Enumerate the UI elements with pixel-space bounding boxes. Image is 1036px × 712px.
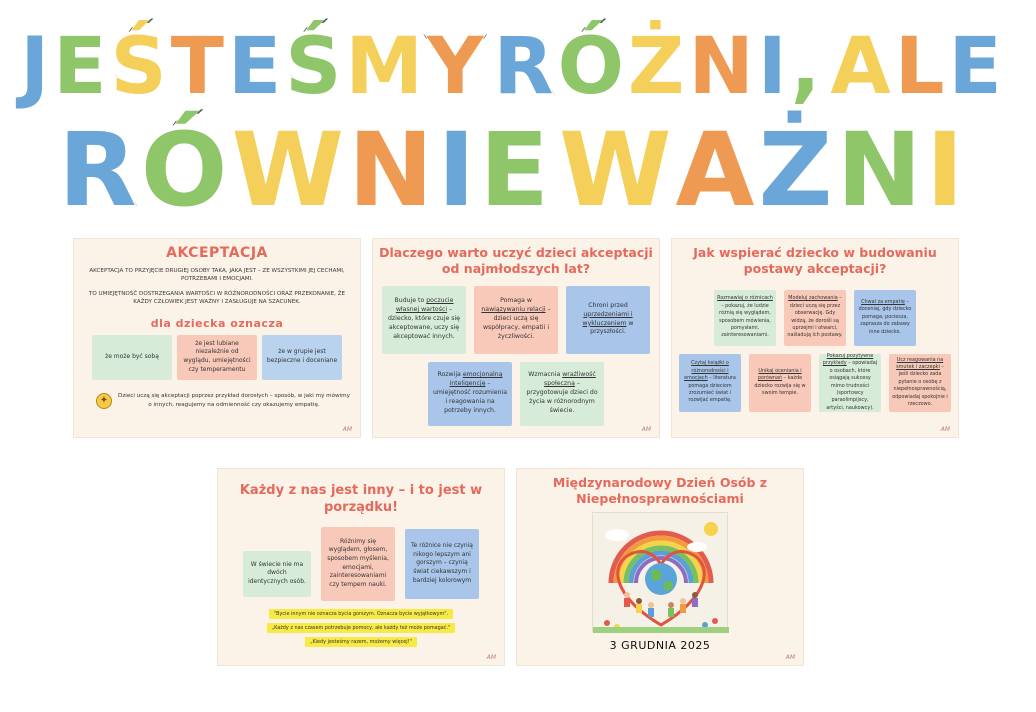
banner-letter: Ś	[110, 22, 165, 112]
diversity-box: Różnimy się wyglądem, głosem, sposobem myślenia, emocjami, zainteresowaniami czy tempem nauki.	[321, 527, 395, 601]
banner-title	[20, 22, 1000, 230]
tip-box: Czytaj książki o różnorodności i emocjach – literatura pomaga dzieciom zrozumieć świat i rozwijać empatię.	[679, 354, 741, 412]
banner-letter: E	[948, 22, 1000, 112]
meaning-box: że może być sobą	[92, 335, 172, 380]
meaning-box: że jest lubiane niezależnie od wyglądu, umiejętności czy temperamentu	[177, 335, 257, 380]
slide-akceptacja	[73, 238, 361, 438]
illustration-svg	[593, 513, 729, 633]
diversity-box: W świecie nie ma dwóch identycznych osób.	[243, 551, 311, 597]
diversity-boxes	[218, 527, 504, 601]
banner-letter: E	[53, 22, 105, 112]
slide-title: AKCEPTACJA	[166, 245, 268, 261]
author-signature: AM	[342, 426, 352, 433]
banner-letter: Ż	[758, 111, 831, 230]
banner-letter: ,	[790, 22, 819, 112]
tip-text: Dzieci uczą się akceptacji poprzez przykład dorosłych – sposób, w jaki my mówimy o innych, reagujemy na odmienność czy okazujemy empatię.	[118, 392, 350, 408]
reason-box: Buduje to poczucie własnej wartości – dziecko, które czuje się akceptowane, uczy się akceptować innych.	[382, 286, 466, 354]
author-signature: AM	[641, 426, 651, 433]
slide-dlaczego-warto	[372, 238, 660, 438]
banner-letter: E	[227, 22, 280, 112]
banner-letter: Ż	[627, 22, 683, 112]
author-signature: AM	[940, 426, 950, 433]
banner-letter: J	[20, 22, 48, 112]
banner-letter: A	[830, 22, 889, 112]
slide-kazdy-inny	[217, 468, 505, 666]
quote: „Kiedy jesteśmy razem, możemy więcej!"	[305, 637, 417, 647]
slide-subtitle: dla dziecka oznacza	[150, 316, 284, 330]
tip-box: Pokazuj pozytywne przykłady – opowiadaj o osobach, które osiągają sukcesy mimo trudności (sportowcy paraolimpijscy, artyści, naukowcy).	[819, 354, 881, 412]
definition-text-2: TO UMIEJĘTNOŚĆ DOSTRZEGANIA WARTOŚCI W RÓŻNORODNOŚCI ORAZ PRZEKONANIE, ŻE KAŻDY CZŁOWIEK JEST WAŻNY I ZASŁUGUJE NA SZACUNEK.	[88, 290, 346, 306]
meaning-boxes	[74, 335, 360, 380]
banner-letter: I	[437, 111, 474, 230]
banner-letter: Ó	[557, 22, 622, 112]
banner-letter: R	[493, 22, 552, 112]
children-globe-illustration	[592, 512, 728, 632]
quote: "Bycie innym nie oznacza bycia gorszym. Oznacza bycie wyjątkowym".	[269, 609, 453, 619]
banner-letter: L	[894, 22, 943, 112]
banner-letter: Y	[427, 22, 482, 112]
banner-letter: A	[675, 111, 753, 230]
reason-box: Rozwija emocjonalną inteligencję – umiejętność rozumienia i reagowania na potrzeby innych.	[428, 362, 512, 426]
tip-box: Unikaj oceniania i porównań – każde dziecko rozwija się w swoim tempie.	[749, 354, 811, 412]
banner-letter: W	[559, 111, 670, 230]
slide-title: Dlaczego warto uczyć dzieci akceptacji od najmłodszych lat?	[379, 245, 653, 277]
meaning-box: że w grupie jest bezpieczne i doceniane	[262, 335, 342, 380]
event-date: 3 GRUDNIA 2025	[609, 638, 711, 652]
diversity-box: Te różnice nie czynią nikogo lepszym ani gorszym – czynią świat ciekawszym i bardziej kolorowym	[405, 529, 479, 599]
author-signature: AM	[785, 654, 795, 661]
tip-box: Chwal za empatię – doceniaj, gdy dziecko pomaga, pociesza, zaprasza do zabawy inne dziecko.	[854, 290, 916, 346]
reason-box: Wzmacnia wrażliwość społeczną – przygotowuje dzieci do życia w różnorodnym świecie.	[520, 362, 604, 426]
tip-boxes-top	[672, 290, 958, 346]
tip-box: Ucz reagowania na smutek i zaczepki – jeśli dziecko zada pytanie o osobę z niepełnosprawnością, odpowiadaj spokojnie i rzeczowo.	[889, 354, 951, 412]
quote: „Każdy z nas czasem potrzebuje pomocy, ale każdy też może pomagać."	[267, 623, 456, 633]
tip-note	[96, 392, 350, 410]
banner-letter: I	[925, 111, 962, 230]
banner-letter: Ó	[140, 111, 226, 230]
tip-box: Modeluj zachowania – dzieci uczą się przez obserwację. Gdy widzą, że dorośli są uprzejmi i otwarci, naśladują ich postawy.	[784, 290, 846, 346]
lightbulb-icon: ✦	[96, 393, 112, 409]
banner-letter: Ś	[285, 22, 340, 112]
tip-boxes-bottom	[672, 354, 958, 412]
reason-boxes-bottom	[373, 362, 659, 426]
slide-jak-wspierac	[671, 238, 959, 438]
banner-line-2	[58, 111, 962, 230]
slide-dzien-osob	[516, 468, 804, 666]
reason-boxes-top	[373, 286, 659, 354]
banner-letter: T	[170, 22, 222, 112]
banner-letter: I	[757, 22, 785, 112]
tip-box: Rozmawiaj o różnicach – pokazuj, że ludzie różnią się wyglądem, sposobem mówienia, pomysłami, zainteresowaniami.	[714, 290, 776, 346]
banner-letter: W	[231, 111, 342, 230]
slide-title: Jak wspierać dziecko w budowaniu postawy akceptacji?	[693, 245, 937, 277]
banner-letter: N	[836, 111, 920, 230]
definition-text: AKCEPTACJA TO PRZYJĘCIE DRUGIEJ OSOBY TAKA, JAKA JEST – ZE WSZYSTKIMI JEJ CECHAMI, POTRZEBAMI I EMOCJAMI.	[89, 268, 345, 283]
banner-letter: M	[345, 22, 422, 112]
banner-letter: N	[348, 111, 432, 230]
author-signature: AM	[486, 654, 496, 661]
banner-line-1	[20, 22, 1000, 112]
slide-title: Każdy z nas jest inny – i to jest w porządku!	[239, 483, 483, 515]
banner-letter: R	[58, 111, 135, 230]
banner-letter: E	[479, 111, 548, 230]
quote-list	[218, 609, 504, 647]
reason-box: Pomaga w nawiązywaniu relacji – dzieci uczą się współpracy, empatii i życzliwości.	[474, 286, 558, 354]
banner-letter: N	[688, 22, 752, 112]
reason-box: Chroni przed uprzedzeniami i wykluczeniem w przyszłości.	[566, 286, 650, 354]
slide-title: Międzynarodowy Dzień Osób z Niepełnosprawnościami	[552, 475, 768, 507]
